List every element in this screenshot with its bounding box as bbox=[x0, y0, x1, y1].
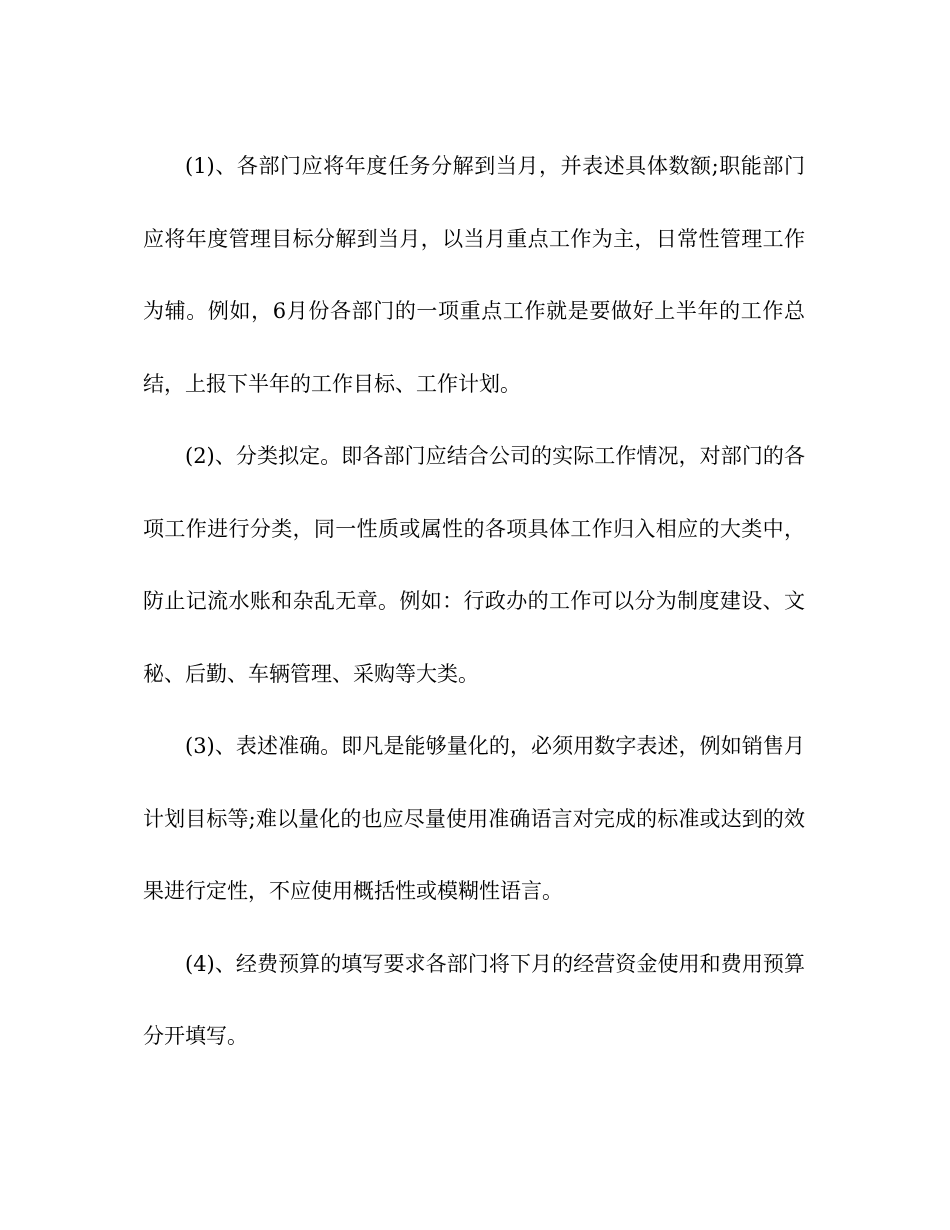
document-body bbox=[143, 130, 805, 1073]
paragraph-4: (4)、经费预算的填写要求各部门将下月的经营资金使用和费用预算分开填写。 bbox=[143, 951, 805, 1048]
paragraph-1: (1)、各部门应将年度任务分解到当月，并表述具体数额;职能部门应将年度管理目标分解到当月，以当月重点工作为主，日常性管理工作为辅。例如，6月份各部门的一项重点工作就是要做好上半年的工作总结，上报下半年的工作目标、工作计划。 bbox=[143, 154, 805, 396]
paragraph-3: (3)、表述准确。即凡是能够量化的，必须用数字表述，例如销售月计划目标等;难以量化的也应尽量使用准确语言对完成的标准或达到的效果进行定性，不应使用概括性或模糊性语言。 bbox=[143, 734, 805, 903]
paragraph-2: (2)、分类拟定。即各部门应结合公司的实际工作情况，对部门的各项工作进行分类，同一性质或属性的各项具体工作归入相应的大类中，防止记流水账和杂乱无章。例如：行政办的工作可以分为制度建设、文秘、后勤、车辆管理、采购等大类。 bbox=[143, 444, 805, 686]
